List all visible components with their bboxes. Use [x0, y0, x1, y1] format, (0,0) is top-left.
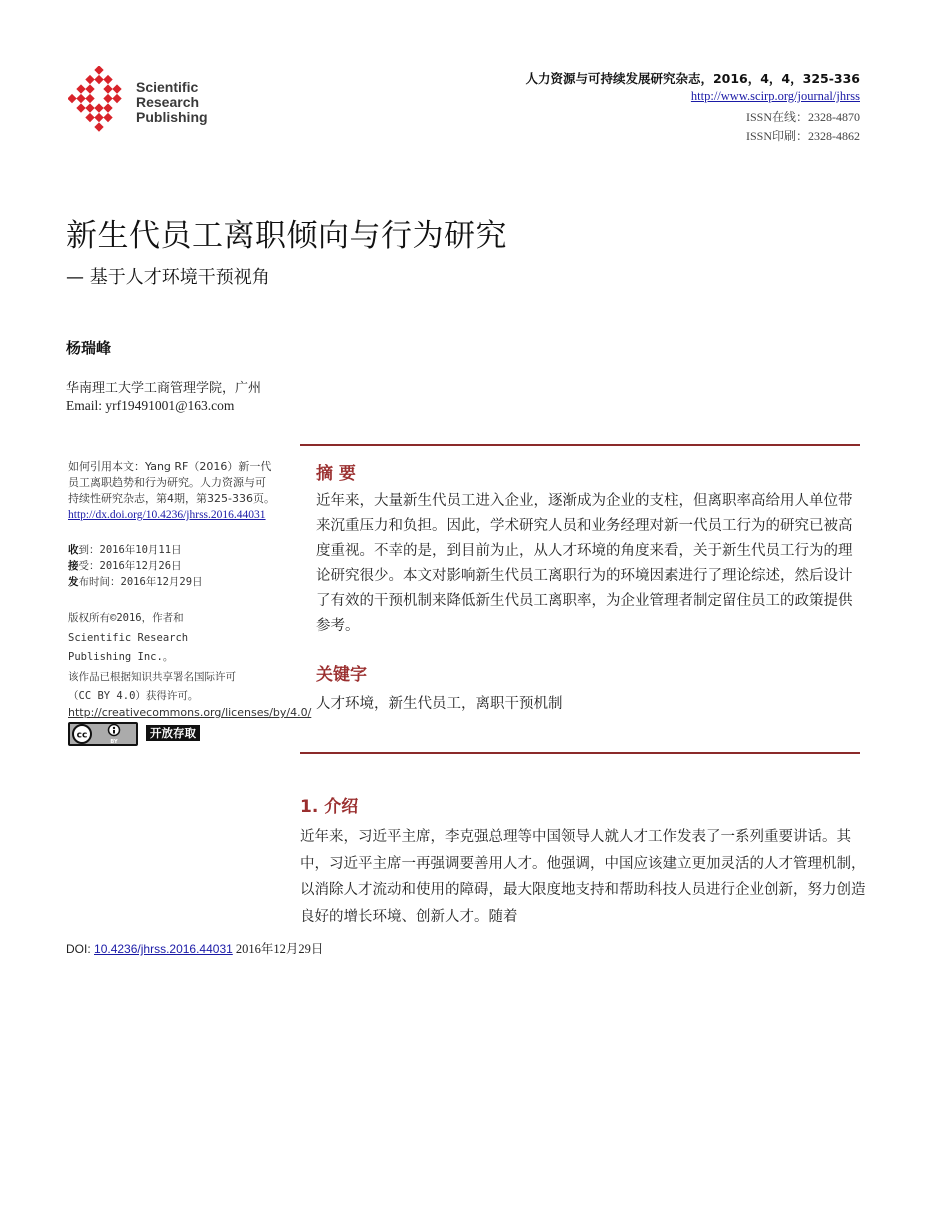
- abstract-top-rule: [300, 444, 860, 446]
- logo-diamond: [76, 103, 85, 112]
- copyright-line: Scientific Research: [68, 631, 189, 644]
- abstract-body: 近年来，大量新生代员工进入企业，逐渐成为企业的支柱，但离职率高给用人单位带来沉重压力和负担。因此，学术研究人员和业务经理对新一代员工行为的研究已被高度重视。不幸的是，到目前为止，从人才环境的角度来看，关于新生代员工行为的理论研究很少。本文对影响新生代员工离职行为的环境因素进行了理论综述，然后设计了有效的干预机制来降低新生代员工离职率，为企业管理者制定留住员工的政策提供参考。: [316, 493, 853, 634]
- logo-diamond: [85, 103, 94, 112]
- cc-badge-text: BY: [110, 739, 118, 745]
- issn-online: ISSN在线：2328-4870: [745, 110, 860, 124]
- citation-line: 如何引用本文：Yang RF（2016）新一代: [68, 460, 272, 473]
- published-value: 布时间：2016年12月29日: [78, 576, 203, 588]
- logo-diamond: [94, 103, 103, 112]
- issn-print: ISSN印刷：2328-4862: [745, 129, 860, 143]
- publisher-logo-icon: [68, 66, 130, 136]
- logo-diamond: [94, 122, 103, 131]
- logo-diamond: [85, 75, 94, 84]
- intro-body: 近年来，习近平主席，李克强总理等中国领导人就人才工作发表了一系列重要讲话。其中，习近平主席一再强调要善用人才。他强调，中国应该建立更加灵活的人才管理机制，以消除人才流动和使用的障碍，最大限度地支持和帮助科技人员进行企业创新，努力创造良好的增长环境、创新人才。随着: [300, 829, 866, 925]
- svg-text:cc: cc: [76, 730, 88, 741]
- copyright-block: [68, 609, 290, 707]
- copyright-line: （CC BY 4.0）获得许可。: [68, 690, 199, 702]
- logo-diamond: [94, 75, 103, 84]
- copyright-line: 版权所有©2016，作者和: [68, 612, 184, 624]
- article-subtitle: — 基于人才环境干预视角: [66, 267, 270, 288]
- logo-diamond: [112, 84, 121, 93]
- journal-url-link[interactable]: http://www.scirp.org/journal/jhrss: [690, 89, 860, 103]
- received-label: 收: [68, 544, 79, 556]
- logo-diamond: [103, 103, 112, 112]
- logo-diamond: [103, 75, 112, 84]
- journal-citation: 人力资源与可持续发展研究杂志，2016，4，4，325-336: [525, 71, 860, 86]
- publisher-name-line: Scientific: [136, 79, 199, 95]
- citation-doi-link[interactable]: http://dx.doi.org/10.4236/jhrss.2016.44031: [68, 509, 266, 521]
- logo-diamond: [85, 84, 94, 93]
- logo-diamond: [103, 84, 112, 93]
- published-label: 发: [68, 576, 79, 588]
- publisher-name: [136, 80, 208, 125]
- keywords-body: 人才环境，新生代员工，离职干预机制: [316, 696, 563, 712]
- logo-diamond: [76, 84, 85, 93]
- license-link[interactable]: http://creativecommons.org/licenses/by/4.0/: [68, 706, 312, 719]
- copyright-line: Publishing Inc.。: [68, 651, 174, 663]
- author-affiliation: 华南理工大学工商管理学院，广州: [66, 381, 262, 396]
- received-date: [68, 542, 290, 558]
- copyright-line: 该作品已根据知识共享署名国际许可: [68, 670, 236, 683]
- published-date: [68, 574, 290, 590]
- publisher-name-line: Research: [136, 94, 200, 110]
- received-value: 到：2016年10月11日: [78, 544, 182, 556]
- citation-block: [68, 459, 290, 523]
- keywords-heading: 关键字: [316, 665, 367, 685]
- open-access-label: 开放存取: [146, 725, 200, 741]
- accepted-date: [68, 558, 290, 574]
- logo-diamond: [76, 94, 85, 103]
- accepted-label: 接: [68, 560, 79, 572]
- doi-date: 2016年12月29日: [232, 942, 324, 956]
- author-email: Email: yrf19491001@163.com: [66, 398, 235, 413]
- cc-by-badge-icon[interactable]: [68, 722, 138, 746]
- logo-diamond: [94, 113, 103, 122]
- citation-line: 持续性研究杂志，第4期，第325-336页。: [68, 492, 275, 505]
- citation-line: 员工离职趋势和行为研究。人力资源与可: [68, 476, 266, 489]
- logo-diamond: [68, 94, 77, 103]
- dates-block: [68, 542, 290, 590]
- doi-label: DOI:: [66, 942, 95, 956]
- author-name: 杨瑞峰: [66, 339, 112, 357]
- logo-diamond: [103, 113, 112, 122]
- logo-diamond: [85, 94, 94, 103]
- intro-heading: 1. 介绍: [300, 797, 359, 817]
- doi-footer: [66, 939, 323, 957]
- doi-link[interactable]: 10.4236/jhrss.2016.44031: [94, 942, 233, 956]
- abstract-heading: 摘 要: [316, 464, 356, 484]
- accepted-value: 受：2016年12月26日: [78, 560, 182, 572]
- logo-diamond: [85, 113, 94, 122]
- publisher-name-line: Publishing: [136, 109, 208, 125]
- logo-diamond: [103, 94, 112, 103]
- logo-diamond: [112, 94, 121, 103]
- logo-diamond: [94, 66, 103, 75]
- abstract-bottom-rule: [300, 752, 860, 754]
- article-title: 新生代员工离职倾向与行为研究: [66, 218, 507, 254]
